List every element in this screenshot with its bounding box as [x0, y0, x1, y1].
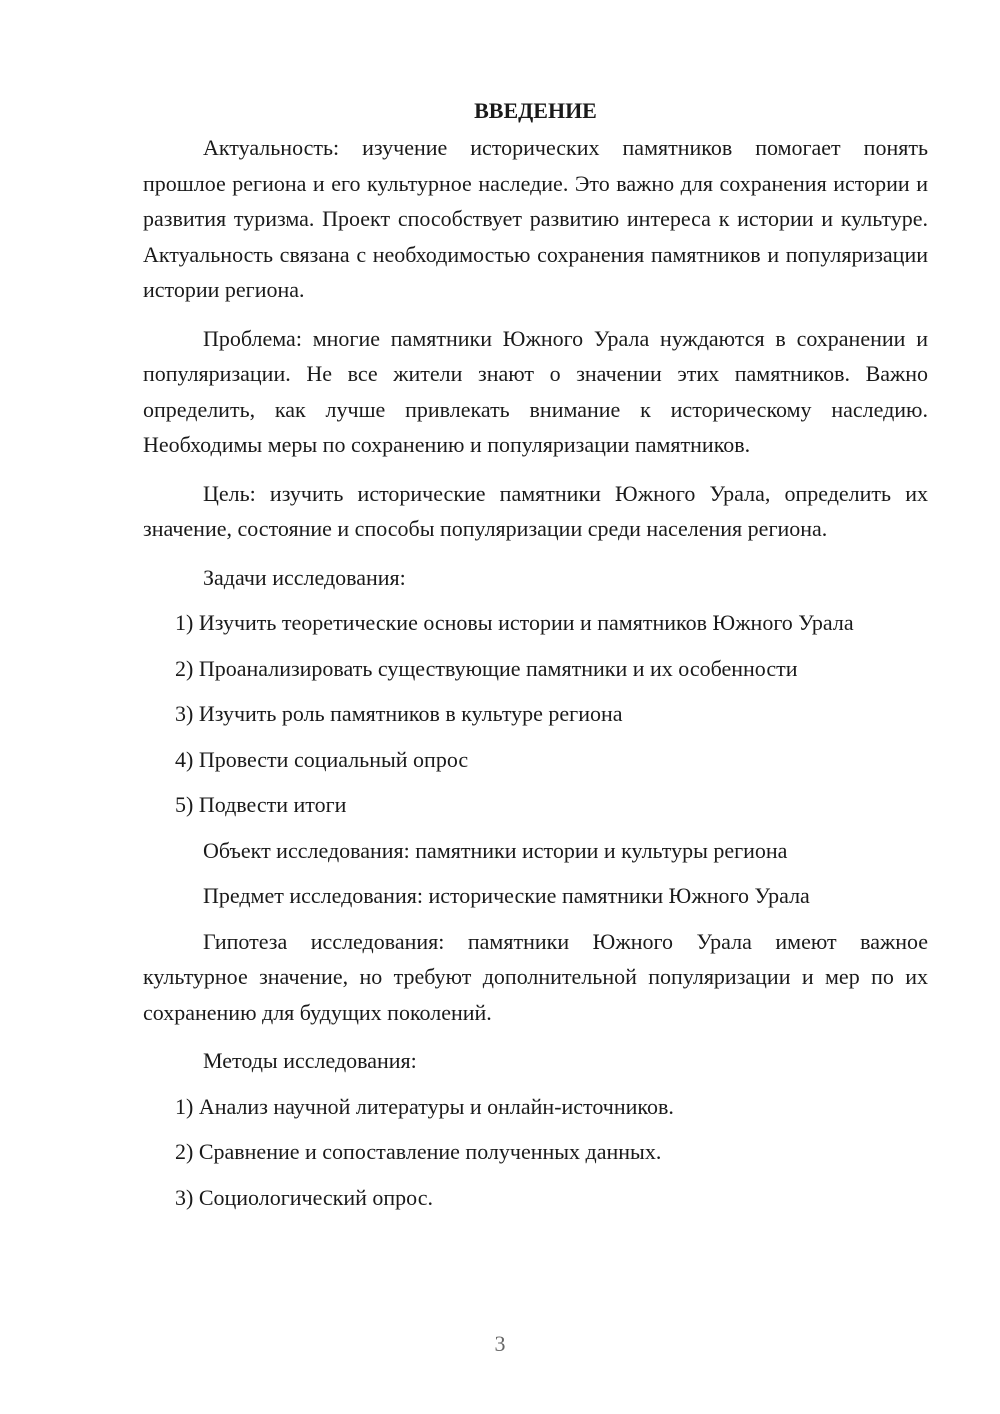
- list-item: 4) Провести социальный опрос: [175, 746, 469, 772]
- methods-list: [143, 1089, 928, 1216]
- page-number: 3: [494, 1331, 506, 1356]
- page-title: ВВЕДЕНИЕ: [474, 98, 597, 123]
- object-paragraph: Объект исследования: памятники истории и культуры региона: [203, 837, 788, 863]
- goal-paragraph: Цель: изучить исторические памятники Южного Урала, определить их значение, состояние и способы популяризации среди населения региона.: [143, 480, 928, 541]
- document-page: [143, 93, 928, 1225]
- list-item: 2) Сравнение и сопоставление полученных данных.: [175, 1139, 662, 1164]
- list-item: 2) Проанализировать существующие памятники и их особенности: [175, 655, 798, 681]
- list-item: 3) Социологический опрос.: [175, 1184, 433, 1210]
- methods-heading: Методы исследования:: [203, 1048, 417, 1073]
- tasks-list: [143, 605, 928, 823]
- hypothesis-paragraph: Гипотеза исследования: памятники Южного Урала имеют важное культурное значение, но требуют дополнительной популяризации и мер по их сохранению для будущих поколений.: [143, 928, 928, 1025]
- tasks-heading: Задачи исследования:: [203, 564, 406, 590]
- subject-paragraph: Предмет исследования: исторические памятники Южного Урала: [203, 883, 810, 908]
- list-item: 1) Изучить теоретические основы истории и памятников Южного Урала: [175, 610, 854, 635]
- list-item: 3) Изучить роль памятников в культуре региона: [175, 701, 623, 726]
- list-item: 5) Подвести итоги: [175, 792, 347, 817]
- list-item: 1) Анализ научной литературы и онлайн-источников.: [175, 1093, 674, 1119]
- problem-paragraph: Проблема: многие памятники Южного Урала нуждаются в сохранении и популяризации. Не все жители знают о значении этих памятников. Важно определить, как лучше привлекать внимание к историческому наследию. Необходимы меры по сохранению и популяризации памятников.: [143, 325, 928, 457]
- relevance-paragraph: Актуальность: изучение исторических памятников помогает понять прошлое региона и его культурное наследие. Это важно для сохранения истории и развития туризма. Проект способствует развитию интереса к истории и культуре. Актуальность связана с необходимостью сохранения памятников и популяризации истории региона.: [143, 135, 928, 302]
